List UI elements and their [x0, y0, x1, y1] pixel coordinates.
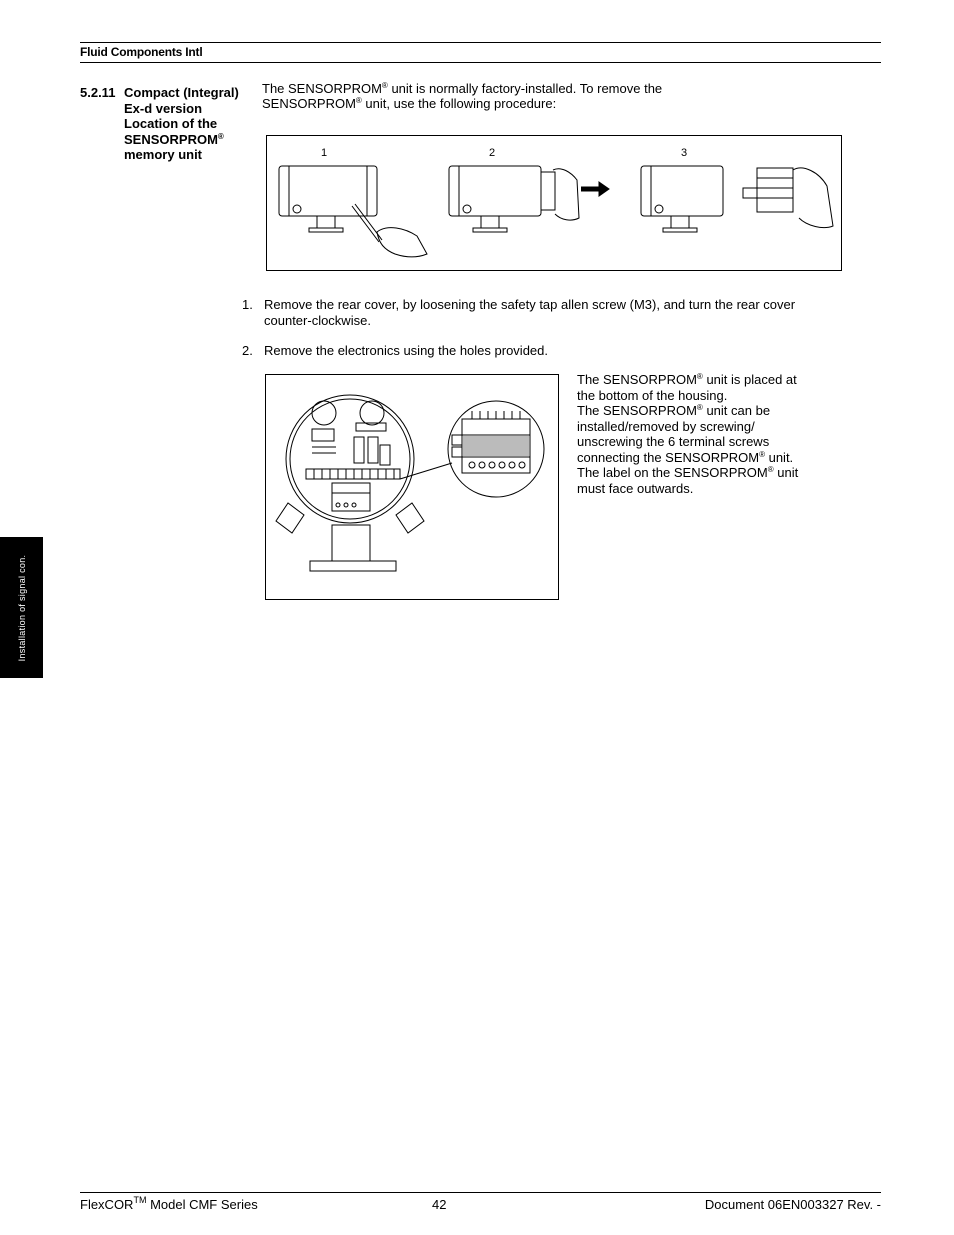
removal-illustration — [267, 136, 841, 270]
intro-text: SENSORPROM — [262, 96, 356, 111]
section-title-line: Location of the — [124, 116, 218, 131]
footer-rule — [80, 1192, 881, 1193]
sensorprom-description — [577, 372, 837, 496]
description-line: the bottom of the housing. — [577, 387, 728, 403]
header-top-rule — [80, 42, 881, 43]
housing-1 — [279, 166, 377, 216]
intro-paragraph — [262, 81, 862, 111]
description-text: unit — [773, 465, 799, 480]
trademark-mark: TM — [133, 1195, 147, 1205]
header-company: Fluid Components Intl — [80, 45, 203, 59]
intro-text: The SENSORPROM — [262, 81, 382, 96]
section-title — [124, 85, 254, 163]
footer-document: Document 06EN003327 Rev. - — [704, 1197, 881, 1212]
housing-3 — [641, 166, 723, 216]
chapter-side-tab-label: Installation of signal con. — [16, 554, 27, 661]
step-1 — [242, 297, 862, 329]
step-line: Remove the electronics using the holes provided. — [264, 343, 548, 358]
step-label: 1 — [321, 147, 328, 159]
step-2 — [242, 343, 862, 359]
description-line: installed/removed by screwing/ — [577, 418, 755, 434]
section-title-line: Compact (Integral) — [124, 85, 239, 100]
intro-text: unit is normally factory-installed. To remove the — [387, 81, 663, 96]
section-title-text: SENSORPROM — [124, 131, 218, 147]
step-label: 3 — [681, 147, 688, 159]
step-text — [264, 343, 548, 359]
section-title-line: memory unit — [124, 147, 203, 162]
chapter-side-tab — [0, 537, 43, 678]
description-text: connecting the SENSORPROM — [577, 449, 760, 465]
housing-interior-illustration — [266, 375, 558, 599]
description-text: The SENSORPROM — [577, 403, 697, 418]
step-line: counter-clockwise. — [264, 312, 371, 328]
description-text: unit can be — [702, 403, 771, 418]
intro-text: unit, use the following procedure: — [361, 96, 557, 111]
header-bottom-rule — [80, 62, 881, 63]
housing-interior-figure — [265, 374, 559, 600]
step-label: 2 — [489, 147, 496, 159]
step-number: 1. — [242, 297, 253, 312]
registered-mark: ® — [217, 131, 224, 141]
section-title-line: Ex-d version — [124, 100, 203, 116]
footer-product — [80, 1197, 258, 1212]
description-text: The SENSORPROM — [577, 372, 697, 387]
registered-mark: ® — [696, 372, 703, 381]
footer-model: Model CMF Series — [146, 1197, 258, 1212]
step-text — [264, 297, 795, 328]
section-number: 5.2.11 — [80, 85, 116, 100]
registered-mark: ® — [381, 81, 388, 90]
description-line: must face outwards. — [577, 480, 694, 496]
section-title-line — [124, 132, 254, 148]
removal-figure — [266, 135, 842, 271]
footer-product-name: FlexCOR — [80, 1197, 134, 1212]
registered-mark: ® — [759, 449, 765, 459]
registered-mark: ® — [355, 96, 362, 105]
step-line: Remove the rear cover, by loosening the safety tap allen screw (M3), and turn the rear cover — [264, 297, 796, 312]
housing-circle — [286, 395, 414, 523]
description-text: unit is placed at — [702, 372, 797, 387]
description-text: unit. — [764, 449, 794, 465]
step-number: 2. — [242, 343, 253, 358]
description-line: unscrewing the 6 terminal screws — [577, 434, 770, 449]
registered-mark: ® — [696, 403, 703, 412]
description-text: The label on the SENSORPROM — [577, 465, 768, 480]
registered-mark: ® — [767, 465, 774, 474]
page-number: 42 — [432, 1197, 447, 1212]
